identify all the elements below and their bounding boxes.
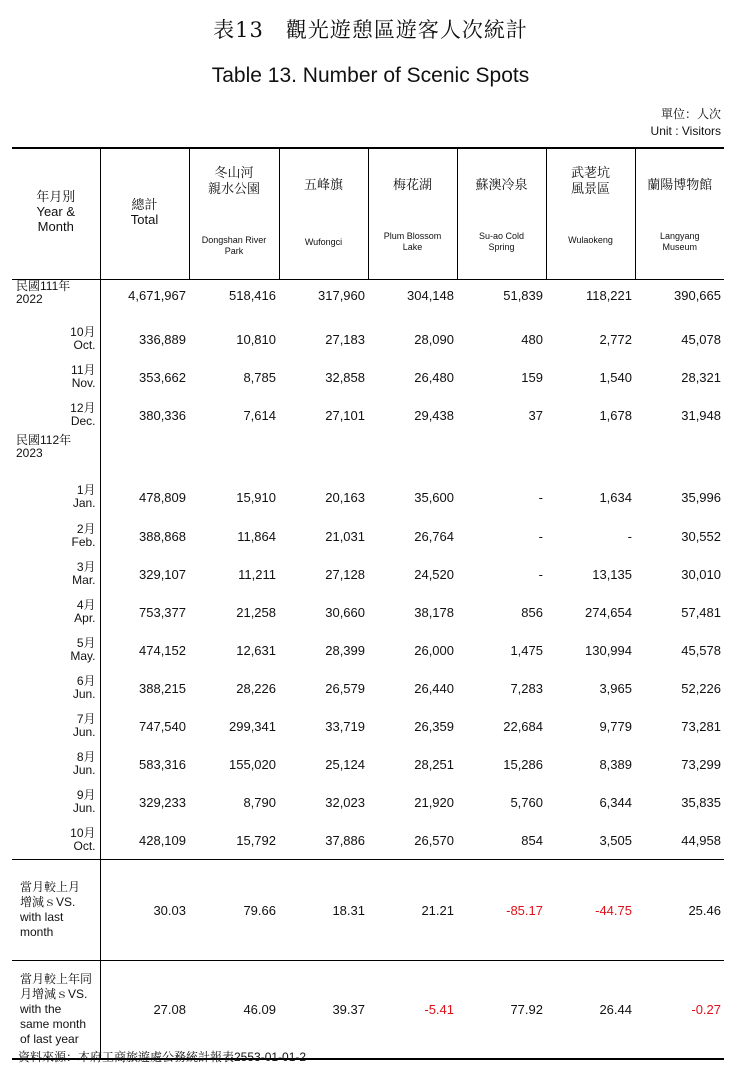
header-year-month: 年月別 Year & Month bbox=[12, 148, 100, 280]
table-cell: 159 bbox=[521, 369, 543, 385]
table-cell: 6,344 bbox=[599, 794, 632, 810]
row-label: 10月 Oct. bbox=[12, 821, 100, 860]
table-cell: 26,359 bbox=[414, 718, 454, 734]
header-row bbox=[12, 148, 724, 280]
unit-en: Unit : Visitors bbox=[650, 124, 721, 138]
summary-cell: 27.08 bbox=[100, 961, 189, 1060]
table-cell: 2,772 bbox=[599, 331, 632, 347]
table-cell: 27,183 bbox=[325, 331, 365, 347]
table-cell: 7,614 bbox=[243, 407, 276, 423]
table-cell: 7,283 bbox=[510, 680, 543, 696]
summary-cell: -85.17 bbox=[457, 860, 546, 961]
table-cell: 353,662 bbox=[139, 369, 186, 385]
summary-cell: 18.31 bbox=[279, 860, 368, 961]
table-cell: 22,684 bbox=[503, 718, 543, 734]
table-cell: 21,920 bbox=[414, 794, 454, 810]
table-cell: 854 bbox=[521, 832, 543, 848]
table-cell: 1,634 bbox=[599, 489, 632, 505]
header-dongshan: 冬山河 親水公園 Dongshan River Park bbox=[189, 148, 279, 280]
row-label: 6月 Jun. bbox=[12, 669, 100, 707]
table-cell: 21,031 bbox=[325, 528, 365, 544]
row-label: 民國112年 2023 bbox=[12, 434, 100, 477]
summary-cell: 79.66 bbox=[189, 860, 279, 961]
table-cell: 11,864 bbox=[237, 528, 276, 544]
summary-label: 當月較上月 增減ｓVS. with last month bbox=[12, 860, 100, 961]
table-cell bbox=[279, 434, 368, 477]
table-cell bbox=[635, 434, 724, 477]
table-cell: 274,654 bbox=[585, 604, 632, 620]
table-cell: 1,678 bbox=[599, 407, 632, 423]
table-cell: 380,336 bbox=[139, 407, 186, 423]
table-cell: 1,475 bbox=[510, 642, 543, 658]
table-cell: 428,109 bbox=[139, 832, 186, 848]
row-label: 12月 Dec. bbox=[12, 396, 100, 434]
table-cell: 35,835 bbox=[681, 794, 721, 810]
table-row bbox=[12, 517, 724, 555]
row-label: 7月 Jun. bbox=[12, 707, 100, 745]
summary-label: 當月較上年同 月增減ｓVS. with the same month of last year bbox=[12, 961, 100, 1060]
table-cell: 130,994 bbox=[585, 642, 632, 658]
unit-note bbox=[651, 106, 721, 140]
table-cell: 15,910 bbox=[236, 489, 276, 505]
table-cell: 15,792 bbox=[236, 832, 276, 848]
table-cell: 8,389 bbox=[599, 756, 632, 772]
table-cell: 1,540 bbox=[599, 369, 632, 385]
table-cell: 118,221 bbox=[546, 280, 635, 321]
table-row bbox=[12, 280, 724, 321]
table-cell: 45,078 bbox=[681, 331, 721, 347]
table-title-zh: 表13 觀光遊憩區遊客人次統計 bbox=[213, 18, 528, 42]
table-cell: 28,251 bbox=[414, 756, 454, 772]
table-cell: 37,886 bbox=[325, 832, 365, 848]
row-label: 3月 Mar. bbox=[12, 555, 100, 593]
table-cell: - bbox=[538, 528, 543, 544]
table-row bbox=[12, 631, 724, 669]
table-cell: 11,211 bbox=[238, 566, 276, 582]
summary-cell: 30.03 bbox=[100, 860, 189, 961]
table-cell: 336,889 bbox=[139, 331, 186, 347]
table-row bbox=[12, 745, 724, 783]
table-cell: 10,810 bbox=[236, 331, 276, 347]
table-row bbox=[12, 358, 724, 396]
table-cell: 8,785 bbox=[243, 369, 276, 385]
summary-cell: 46.09 bbox=[189, 961, 279, 1060]
table-cell: 38,178 bbox=[414, 604, 454, 620]
header-wulaokeng: 武荖坑 風景區 Wulaokeng bbox=[546, 148, 635, 280]
table-cell: 29,438 bbox=[414, 407, 454, 423]
table-cell: 28,321 bbox=[681, 369, 721, 385]
table-cell: 30,552 bbox=[681, 528, 721, 544]
table-row bbox=[12, 434, 724, 477]
table-cell: 317,960 bbox=[279, 280, 368, 321]
table-cell: 856 bbox=[521, 604, 543, 620]
summary-row bbox=[12, 961, 724, 1060]
table-cell: 28,399 bbox=[325, 642, 365, 658]
table-cell: 747,540 bbox=[139, 718, 186, 734]
table-row bbox=[12, 669, 724, 707]
row-label: 民國111年 2022 bbox=[12, 280, 100, 321]
table-cell: 388,215 bbox=[139, 680, 186, 696]
table-row bbox=[12, 783, 724, 821]
visitor-statistics-table bbox=[12, 147, 724, 1060]
table-title-en: Table 13. Number of Scenic Spots bbox=[211, 64, 530, 87]
table-cell: 26,579 bbox=[325, 680, 365, 696]
table-cell: 480 bbox=[521, 331, 543, 347]
table-cell: 73,281 bbox=[681, 718, 721, 734]
table-cell: 583,316 bbox=[139, 756, 186, 772]
table-cell: 35,996 bbox=[681, 489, 721, 505]
table-cell bbox=[100, 434, 189, 477]
table-cell: 27,101 bbox=[325, 407, 365, 423]
table-cell: 44,958 bbox=[681, 832, 721, 848]
summary-cell: -0.27 bbox=[635, 961, 724, 1060]
table-cell: 26,570 bbox=[414, 832, 454, 848]
table-cell bbox=[189, 434, 279, 477]
table-cell: 753,377 bbox=[139, 604, 186, 620]
row-label: 2月 Feb. bbox=[12, 517, 100, 555]
data-source-note: 資料來源：本府工商旅遊處公務統計報表2553-01-01-2 bbox=[18, 1050, 307, 1064]
table-cell: 30,660 bbox=[325, 604, 365, 620]
table-row bbox=[12, 320, 724, 358]
table-cell: 35,600 bbox=[414, 489, 454, 505]
table-cell: 33,719 bbox=[325, 718, 365, 734]
table-cell: 26,480 bbox=[414, 369, 454, 385]
table-cell: 390,665 bbox=[635, 280, 724, 321]
row-label: 5月 May. bbox=[12, 631, 100, 669]
row-label: 11月 Nov. bbox=[12, 358, 100, 396]
table-cell: 299,341 bbox=[229, 718, 276, 734]
table-cell: 3,505 bbox=[599, 832, 632, 848]
row-label: 1月 Jan. bbox=[12, 477, 100, 517]
table-cell: 24,520 bbox=[414, 566, 454, 582]
table-cell: 28,226 bbox=[236, 680, 276, 696]
table-cell: 9,779 bbox=[599, 718, 632, 734]
table-cell: 5,760 bbox=[510, 794, 543, 810]
table-cell: 57,481 bbox=[681, 604, 721, 620]
row-label: 4月 Apr. bbox=[12, 593, 100, 631]
unit-zh: 單位：人次 bbox=[660, 107, 721, 121]
table-cell: 51,839 bbox=[457, 280, 546, 321]
summary-cell: 21.21 bbox=[368, 860, 457, 961]
header-langyang-museum: 蘭陽博物館 Langyang Museum bbox=[635, 148, 724, 280]
table-cell: 21,258 bbox=[236, 604, 276, 620]
summary-cell: 39.37 bbox=[279, 961, 368, 1060]
table-cell: 3,965 bbox=[599, 680, 632, 696]
header-wufongci: 五峰旗 Wufongci bbox=[279, 148, 368, 280]
row-label: 8月 Jun. bbox=[12, 745, 100, 783]
table-cell: 26,000 bbox=[414, 642, 454, 658]
row-label: 9月 Jun. bbox=[12, 783, 100, 821]
table-cell: 329,233 bbox=[139, 794, 186, 810]
table-cell: 12,631 bbox=[236, 642, 276, 658]
table-cell bbox=[457, 434, 546, 477]
table-cell: 31,948 bbox=[681, 407, 721, 423]
summary-cell: -5.41 bbox=[368, 961, 457, 1060]
table-cell: 20,163 bbox=[325, 489, 365, 505]
table-cell: 155,020 bbox=[229, 756, 276, 772]
table-row bbox=[12, 396, 724, 434]
table-row bbox=[12, 821, 724, 860]
table-row bbox=[12, 593, 724, 631]
table-cell: 32,023 bbox=[325, 794, 365, 810]
table-row bbox=[12, 477, 724, 517]
table-cell: 329,107 bbox=[139, 566, 186, 582]
summary-cell: -44.75 bbox=[546, 860, 635, 961]
table-cell: - bbox=[538, 566, 543, 582]
table-cell: 73,299 bbox=[681, 756, 721, 772]
table-row bbox=[12, 555, 724, 593]
table-cell: 474,152 bbox=[139, 642, 186, 658]
header-plum-blossom-lake: 梅花湖 Plum Blossom Lake bbox=[368, 148, 457, 280]
table-cell: 478,809 bbox=[139, 489, 186, 505]
table-cell: 8,790 bbox=[243, 794, 276, 810]
table-cell: 13,135 bbox=[592, 566, 632, 582]
table-cell: 27,128 bbox=[325, 566, 365, 582]
table-cell: 30,010 bbox=[681, 566, 721, 582]
table-cell: - bbox=[538, 489, 543, 505]
table-cell: 388,868 bbox=[139, 528, 186, 544]
table-cell: 28,090 bbox=[414, 331, 454, 347]
table-cell bbox=[368, 434, 457, 477]
summary-cell: 77.92 bbox=[457, 961, 546, 1060]
table-cell: 4,671,967 bbox=[100, 280, 189, 321]
header-total: 總計 Total bbox=[100, 148, 189, 280]
row-label: 10月 Oct. bbox=[12, 320, 100, 358]
table-cell: 32,858 bbox=[325, 369, 365, 385]
table-cell: 304,148 bbox=[368, 280, 457, 321]
table-cell: 518,416 bbox=[189, 280, 279, 321]
summary-row bbox=[12, 860, 724, 961]
table-cell: 15,286 bbox=[503, 756, 543, 772]
summary-cell: 26.44 bbox=[546, 961, 635, 1060]
table-cell: 37 bbox=[528, 407, 543, 423]
summary-cell: 25.46 bbox=[635, 860, 724, 961]
table-cell: - bbox=[627, 528, 632, 544]
table-cell: 26,440 bbox=[414, 680, 454, 696]
table-row bbox=[12, 707, 724, 745]
header-suao-cold-spring: 蘇澳冷泉 Su-ao Cold Spring bbox=[457, 148, 546, 280]
table-cell bbox=[546, 434, 635, 477]
table-cell: 26,764 bbox=[414, 528, 454, 544]
table-cell: 52,226 bbox=[681, 680, 721, 696]
table-cell: 45,578 bbox=[681, 642, 721, 658]
table-cell: 25,124 bbox=[325, 756, 365, 772]
